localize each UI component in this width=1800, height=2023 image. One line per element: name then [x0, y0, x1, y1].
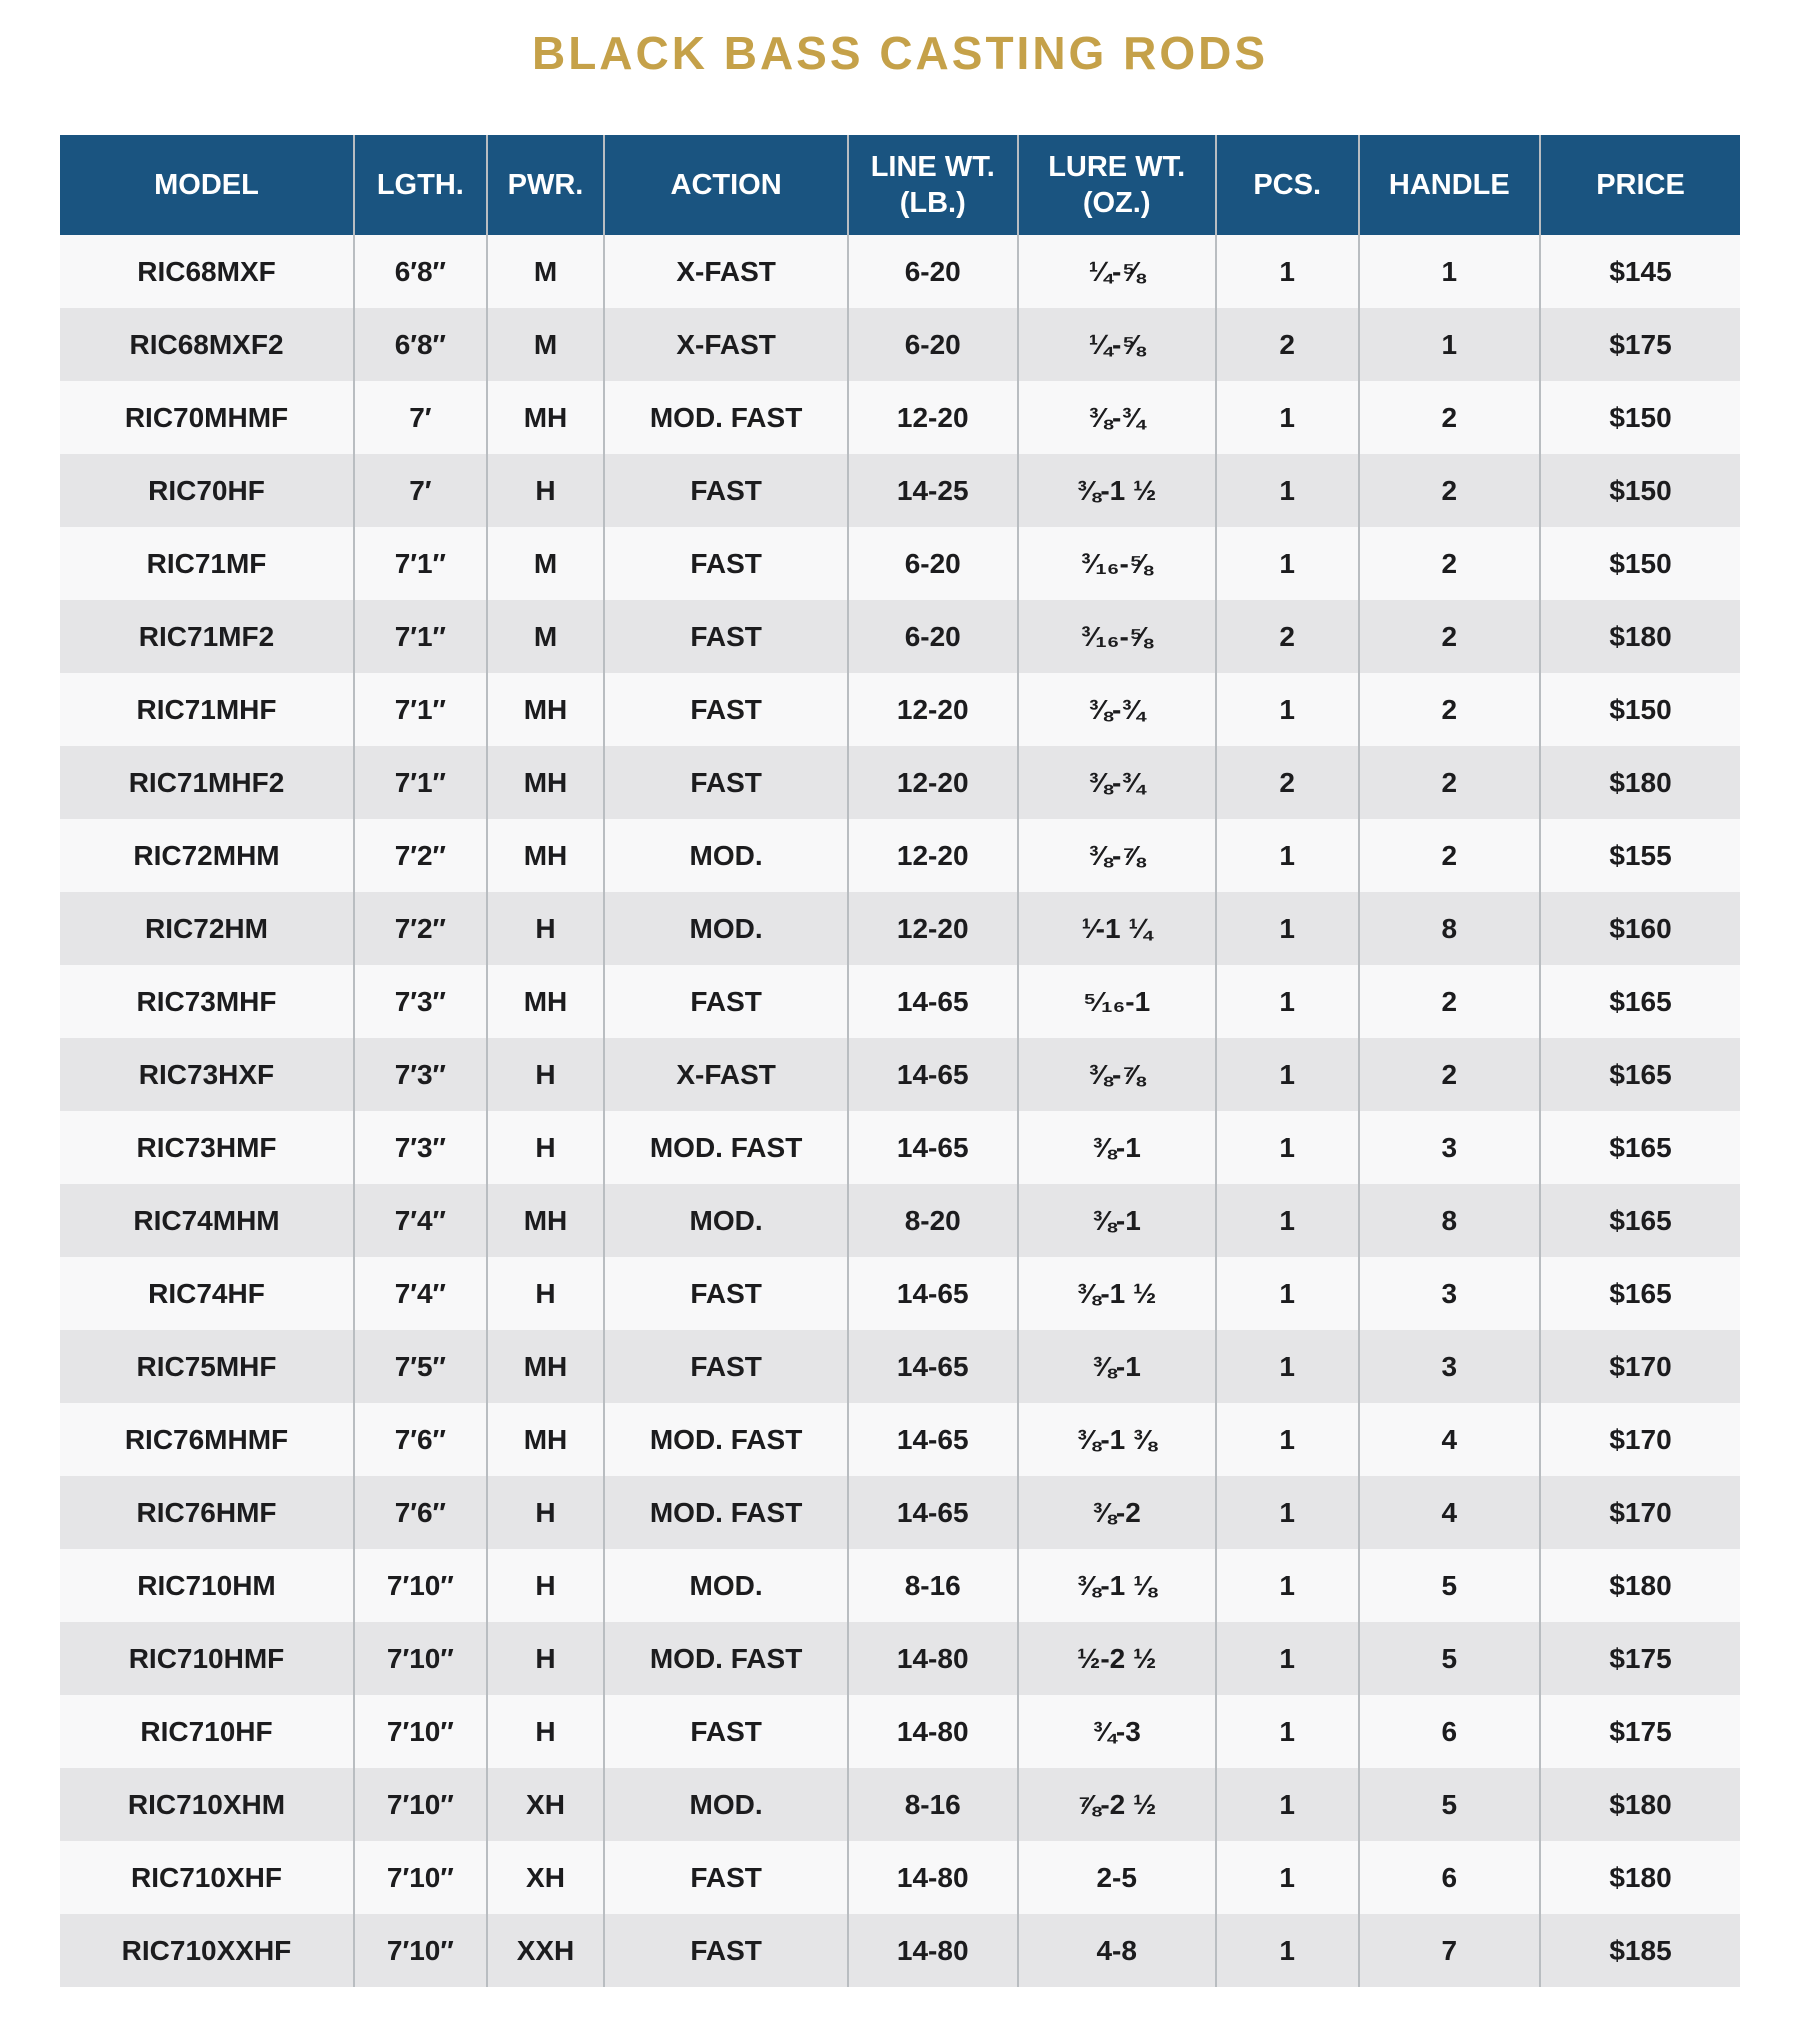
- cell-pcs: 1: [1216, 819, 1359, 892]
- cell-power: H: [487, 1549, 605, 1622]
- cell-pcs: 1: [1216, 1695, 1359, 1768]
- column-label: HANDLE: [1388, 168, 1510, 201]
- cell-power: XH: [487, 1841, 605, 1914]
- cell-power: H: [487, 454, 605, 527]
- cell-model: RIC72MHM: [133, 839, 280, 871]
- cell-line-wt: 14-65: [848, 965, 1018, 1038]
- cell-action: FAST: [604, 1257, 848, 1330]
- cell-pcs: 1: [1216, 1184, 1359, 1257]
- cell-price: $175: [1540, 1695, 1740, 1768]
- cell-handle: 2: [1359, 600, 1540, 673]
- cell-lure-wt: ⅜-¾: [1018, 673, 1216, 746]
- cell-power: MH: [487, 819, 605, 892]
- cell-handle: 5: [1359, 1622, 1540, 1695]
- cell-length: 7′1″: [354, 527, 487, 600]
- column-label: MODEL: [154, 168, 259, 201]
- cell-pcs: 2: [1216, 600, 1359, 673]
- cell-length: 7′4″: [354, 1257, 487, 1330]
- cell-pcs: 1: [1216, 1476, 1359, 1549]
- table-row: [60, 1111, 1740, 1184]
- table-row: [60, 600, 1740, 673]
- cell-price: $175: [1540, 308, 1740, 381]
- cell-pcs: 1: [1216, 1768, 1359, 1841]
- table-row: [60, 1622, 1740, 1695]
- cell-length: 7′10″: [354, 1622, 487, 1695]
- column-sublabel: (OZ.): [1082, 187, 1151, 219]
- cell-handle: 6: [1359, 1695, 1540, 1768]
- cell-model: RIC70HF: [148, 474, 265, 506]
- cell-model: RIC71MHF: [136, 693, 277, 725]
- cell-model: RIC76HMF: [136, 1496, 277, 1528]
- cell-price: $180: [1540, 1841, 1740, 1914]
- cell-action: FAST: [604, 527, 848, 600]
- column-label: PWR.: [507, 168, 584, 201]
- cell-action: MOD.: [604, 819, 848, 892]
- cell-action: FAST: [604, 600, 848, 673]
- cell-power: H: [487, 1476, 605, 1549]
- cell-pcs: 2: [1216, 746, 1359, 819]
- cell-line-wt: 14-80: [848, 1914, 1018, 1987]
- cell-action: X-FAST: [604, 1038, 848, 1111]
- cell-line-wt: 14-80: [848, 1695, 1018, 1768]
- cell-power: H: [487, 1111, 605, 1184]
- cell-price: $165: [1540, 965, 1740, 1038]
- cell-action: FAST: [604, 746, 848, 819]
- cell-line-wt: 12-20: [848, 381, 1018, 454]
- column-label: LURE WT.: [1048, 150, 1186, 183]
- cell-line-wt: 14-65: [848, 1403, 1018, 1476]
- cell-handle: 8: [1359, 1184, 1540, 1257]
- cell-handle: 2: [1359, 673, 1540, 746]
- cell-lure-wt: 4-8: [1018, 1914, 1216, 1987]
- cell-handle: 3: [1359, 1257, 1540, 1330]
- cell-pcs: 1: [1216, 1257, 1359, 1330]
- cell-handle: 4: [1359, 1476, 1540, 1549]
- cell-action: FAST: [604, 965, 848, 1038]
- cell-price: $165: [1540, 1184, 1740, 1257]
- cell-price: $170: [1540, 1330, 1740, 1403]
- cell-model: RIC68MXF: [137, 255, 276, 287]
- cell-model: RIC70MHMF: [124, 401, 289, 433]
- cell-line-wt: 12-20: [848, 819, 1018, 892]
- cell-model: RIC73HMF: [136, 1131, 277, 1163]
- column-header-price: [1540, 135, 1740, 235]
- cell-lure-wt: ⅜-1 ½: [1018, 1257, 1216, 1330]
- column-sublabel: (LB.): [899, 187, 966, 219]
- cell-pcs: 1: [1216, 1549, 1359, 1622]
- cell-action: FAST: [604, 1695, 848, 1768]
- cell-lure-wt: ¼-⅝: [1018, 235, 1216, 308]
- cell-action: MOD.: [604, 892, 848, 965]
- cell-power: H: [487, 1622, 605, 1695]
- cell-price: $160: [1540, 892, 1740, 965]
- header-row: [60, 135, 1740, 235]
- table-row: [60, 1841, 1740, 1914]
- cell-pcs: 1: [1216, 381, 1359, 454]
- cell-lure-wt: ⅜-1: [1018, 1330, 1216, 1403]
- cell-price: $150: [1540, 527, 1740, 600]
- cell-model: RIC73MHF: [136, 985, 277, 1017]
- cell-model: RIC71MHF2: [128, 766, 285, 798]
- table-row: [60, 1330, 1740, 1403]
- cell-price: $145: [1540, 235, 1740, 308]
- cell-handle: 7: [1359, 1914, 1540, 1987]
- column-header-line-wt: [848, 135, 1018, 235]
- cell-lure-wt: ⅜-1 ½: [1018, 454, 1216, 527]
- cell-power: MH: [487, 381, 605, 454]
- cell-length: 6′8″: [354, 235, 487, 308]
- cell-lure-wt: ⁵⁄₁₆-1: [1018, 965, 1216, 1038]
- cell-handle: 2: [1359, 527, 1540, 600]
- cell-model: RIC75MHF: [136, 1350, 277, 1382]
- cell-handle: 3: [1359, 1330, 1540, 1403]
- cell-length: 7′3″: [354, 965, 487, 1038]
- cell-length: 7′1″: [354, 673, 487, 746]
- cell-action: FAST: [604, 1330, 848, 1403]
- cell-price: $165: [1540, 1257, 1740, 1330]
- table-row: [60, 1549, 1740, 1622]
- cell-power: MH: [487, 1403, 605, 1476]
- cell-price: $180: [1540, 600, 1740, 673]
- cell-handle: 2: [1359, 1038, 1540, 1111]
- cell-line-wt: 6-20: [848, 235, 1018, 308]
- column-header-action: [604, 135, 848, 235]
- cell-price: $170: [1540, 1476, 1740, 1549]
- cell-length: 7′6″: [354, 1403, 487, 1476]
- cell-price: $165: [1540, 1111, 1740, 1184]
- cell-power: MH: [487, 1330, 605, 1403]
- table-row: [60, 965, 1740, 1038]
- cell-model: RIC710XHF: [131, 1861, 282, 1893]
- table-row: [60, 381, 1740, 454]
- cell-lure-wt: ⅜-¾: [1018, 746, 1216, 819]
- cell-handle: 8: [1359, 892, 1540, 965]
- cell-action: MOD. FAST: [604, 1622, 848, 1695]
- cell-line-wt: 6-20: [848, 600, 1018, 673]
- cell-lure-wt: ⅜-2: [1018, 1476, 1216, 1549]
- cell-power: M: [487, 527, 605, 600]
- cell-line-wt: 14-80: [848, 1622, 1018, 1695]
- column-header-pcs: [1216, 135, 1359, 235]
- cell-pcs: 1: [1216, 1914, 1359, 1987]
- page-title: BLACK BASS CASTING RODS: [531, 27, 1269, 79]
- table-row: [60, 1257, 1740, 1330]
- cell-line-wt: 14-65: [848, 1330, 1018, 1403]
- cell-lure-wt: ⅜-1 ⅜: [1018, 1403, 1216, 1476]
- cell-length: 7′2″: [354, 819, 487, 892]
- cell-power: MH: [487, 673, 605, 746]
- cell-length: 7′4″: [354, 1184, 487, 1257]
- cell-power: H: [487, 1038, 605, 1111]
- cell-pcs: 1: [1216, 527, 1359, 600]
- cell-pcs: 1: [1216, 1403, 1359, 1476]
- table-row: [60, 1695, 1740, 1768]
- cell-power: H: [487, 892, 605, 965]
- cell-line-wt: 14-65: [848, 1476, 1018, 1549]
- cell-pcs: 1: [1216, 1330, 1359, 1403]
- table-row: [60, 1768, 1740, 1841]
- cell-action: MOD.: [604, 1768, 848, 1841]
- cell-line-wt: 14-65: [848, 1111, 1018, 1184]
- cell-length: 7′10″: [354, 1914, 487, 1987]
- cell-pcs: 1: [1216, 1038, 1359, 1111]
- cell-lure-wt: ¼-⅝: [1018, 308, 1216, 381]
- cell-power: M: [487, 235, 605, 308]
- column-header-lure-wt: [1018, 135, 1216, 235]
- cell-lure-wt: ¾-3: [1018, 1695, 1216, 1768]
- column-header-length: [354, 135, 487, 235]
- cell-pcs: 1: [1216, 673, 1359, 746]
- cell-action: X-FAST: [604, 235, 848, 308]
- cell-lure-wt: ⅜-⅞: [1018, 819, 1216, 892]
- cell-lure-wt: ⅜-1 ⅛: [1018, 1549, 1216, 1622]
- cell-power: XXH: [487, 1914, 605, 1987]
- column-label: ACTION: [670, 168, 782, 201]
- cell-action: MOD. FAST: [604, 381, 848, 454]
- cell-lure-wt: ⅜-1: [1018, 1184, 1216, 1257]
- cell-handle: 2: [1359, 819, 1540, 892]
- casting-rods-table: [60, 135, 1740, 1987]
- table-body: [60, 235, 1740, 1987]
- cell-model: RIC68MXF2: [129, 328, 284, 360]
- cell-price: $150: [1540, 673, 1740, 746]
- cell-price: $150: [1540, 454, 1740, 527]
- cell-handle: 2: [1359, 381, 1540, 454]
- cell-length: 7′2″: [354, 892, 487, 965]
- cell-length: 7′1″: [354, 600, 487, 673]
- cell-model: RIC71MF2: [138, 620, 275, 652]
- cell-action: FAST: [604, 1914, 848, 1987]
- cell-price: $185: [1540, 1914, 1740, 1987]
- cell-line-wt: 12-20: [848, 892, 1018, 965]
- cell-length: 7′6″: [354, 1476, 487, 1549]
- cell-length: 7′: [354, 381, 487, 454]
- cell-pcs: 1: [1216, 1622, 1359, 1695]
- table-row: [60, 1476, 1740, 1549]
- cell-model: RIC74MHM: [133, 1204, 280, 1236]
- cell-pcs: 1: [1216, 454, 1359, 527]
- cell-handle: 3: [1359, 1111, 1540, 1184]
- column-header-power: [487, 135, 605, 235]
- table-header: [60, 135, 1740, 235]
- cell-lure-wt: ¹⁄-1 ¼: [1018, 892, 1216, 965]
- cell-length: 7′1″: [354, 746, 487, 819]
- cell-handle: 6: [1359, 1841, 1540, 1914]
- cell-handle: 2: [1359, 965, 1540, 1038]
- cell-action: MOD.: [604, 1184, 848, 1257]
- table-row: [60, 819, 1740, 892]
- table-row: [60, 746, 1740, 819]
- table-row: [60, 1403, 1740, 1476]
- table-row: [60, 235, 1740, 308]
- cell-action: MOD. FAST: [604, 1476, 848, 1549]
- cell-action: MOD. FAST: [604, 1403, 848, 1476]
- cell-pcs: 1: [1216, 965, 1359, 1038]
- column-label: PRICE: [1596, 168, 1685, 201]
- cell-line-wt: 8-16: [848, 1549, 1018, 1622]
- cell-power: M: [487, 308, 605, 381]
- cell-handle: 1: [1359, 235, 1540, 308]
- cell-model: RIC72HM: [145, 912, 268, 944]
- cell-pcs: 1: [1216, 1841, 1359, 1914]
- cell-handle: 1: [1359, 308, 1540, 381]
- cell-power: H: [487, 1695, 605, 1768]
- cell-line-wt: 12-20: [848, 673, 1018, 746]
- cell-action: MOD. FAST: [604, 1111, 848, 1184]
- cell-model: RIC76MHMF: [124, 1423, 289, 1455]
- cell-length: 6′8″: [354, 308, 487, 381]
- cell-model: RIC710HF: [140, 1715, 273, 1747]
- cell-action: X-FAST: [604, 308, 848, 381]
- cell-action: FAST: [604, 454, 848, 527]
- cell-action: FAST: [604, 1841, 848, 1914]
- cell-power: XH: [487, 1768, 605, 1841]
- cell-length: 7′10″: [354, 1841, 487, 1914]
- cell-line-wt: 14-80: [848, 1841, 1018, 1914]
- table-row: [60, 673, 1740, 746]
- table-row: [60, 1184, 1740, 1257]
- cell-price: $165: [1540, 1038, 1740, 1111]
- cell-line-wt: 8-20: [848, 1184, 1018, 1257]
- cell-price: $180: [1540, 1549, 1740, 1622]
- cell-power: MH: [487, 746, 605, 819]
- column-label: LINE WT.: [870, 150, 995, 183]
- cell-power: MH: [487, 1184, 605, 1257]
- cell-price: $155: [1540, 819, 1740, 892]
- cell-line-wt: 6-20: [848, 308, 1018, 381]
- cell-pcs: 1: [1216, 235, 1359, 308]
- cell-line-wt: 14-25: [848, 454, 1018, 527]
- table-row: [60, 892, 1740, 965]
- table-row: [60, 1914, 1740, 1987]
- table-row: [60, 527, 1740, 600]
- cell-price: $180: [1540, 746, 1740, 819]
- cell-model: RIC710XHM: [127, 1788, 286, 1820]
- cell-power: M: [487, 600, 605, 673]
- cell-lure-wt: ³⁄₁₆-⅝: [1018, 600, 1216, 673]
- cell-handle: 5: [1359, 1768, 1540, 1841]
- cell-lure-wt: ⅜-⅞: [1018, 1038, 1216, 1111]
- cell-line-wt: 14-65: [848, 1038, 1018, 1111]
- cell-lure-wt: ³⁄₁₆-⅝: [1018, 527, 1216, 600]
- cell-model: RIC710HMF: [128, 1642, 285, 1674]
- cell-lure-wt: ⅜-¾: [1018, 381, 1216, 454]
- cell-pcs: 2: [1216, 308, 1359, 381]
- cell-handle: 2: [1359, 454, 1540, 527]
- cell-handle: 2: [1359, 746, 1540, 819]
- cell-line-wt: 6-20: [848, 527, 1018, 600]
- cell-lure-wt: 2-5: [1018, 1841, 1216, 1914]
- cell-model: RIC710XXHF: [121, 1934, 292, 1966]
- cell-handle: 4: [1359, 1403, 1540, 1476]
- table-row: [60, 308, 1740, 381]
- cell-lure-wt: ⅞-2 ½: [1018, 1768, 1216, 1841]
- cell-length: 7′3″: [354, 1111, 487, 1184]
- cell-action: FAST: [604, 673, 848, 746]
- cell-model: RIC710HM: [137, 1569, 276, 1601]
- cell-lure-wt: ⅜-1: [1018, 1111, 1216, 1184]
- cell-pcs: 1: [1216, 1111, 1359, 1184]
- cell-power: H: [487, 1257, 605, 1330]
- cell-lure-wt: ½-2 ½: [1018, 1622, 1216, 1695]
- cell-line-wt: 8-16: [848, 1768, 1018, 1841]
- cell-handle: 5: [1359, 1549, 1540, 1622]
- cell-length: 7′10″: [354, 1768, 487, 1841]
- table-row: [60, 454, 1740, 527]
- cell-price: $170: [1540, 1403, 1740, 1476]
- cell-model: RIC74HF: [148, 1277, 265, 1309]
- column-header-model: [60, 135, 354, 235]
- cell-length: 7′3″: [354, 1038, 487, 1111]
- cell-length: 7′10″: [354, 1695, 487, 1768]
- cell-price: $175: [1540, 1622, 1740, 1695]
- cell-model: RIC71MF: [146, 547, 267, 579]
- table-row: [60, 1038, 1740, 1111]
- cell-model: RIC73HXF: [138, 1058, 275, 1090]
- cell-pcs: 1: [1216, 892, 1359, 965]
- cell-length: 7′5″: [354, 1330, 487, 1403]
- cell-line-wt: 14-65: [848, 1257, 1018, 1330]
- cell-power: MH: [487, 965, 605, 1038]
- column-label: PCS.: [1253, 168, 1322, 201]
- cell-line-wt: 12-20: [848, 746, 1018, 819]
- column-label: LGTH.: [376, 168, 464, 201]
- cell-price: $150: [1540, 381, 1740, 454]
- cell-action: MOD.: [604, 1549, 848, 1622]
- cell-length: 7′: [354, 454, 487, 527]
- column-header-handle: [1359, 135, 1540, 235]
- cell-price: $180: [1540, 1768, 1740, 1841]
- cell-length: 7′10″: [354, 1549, 487, 1622]
